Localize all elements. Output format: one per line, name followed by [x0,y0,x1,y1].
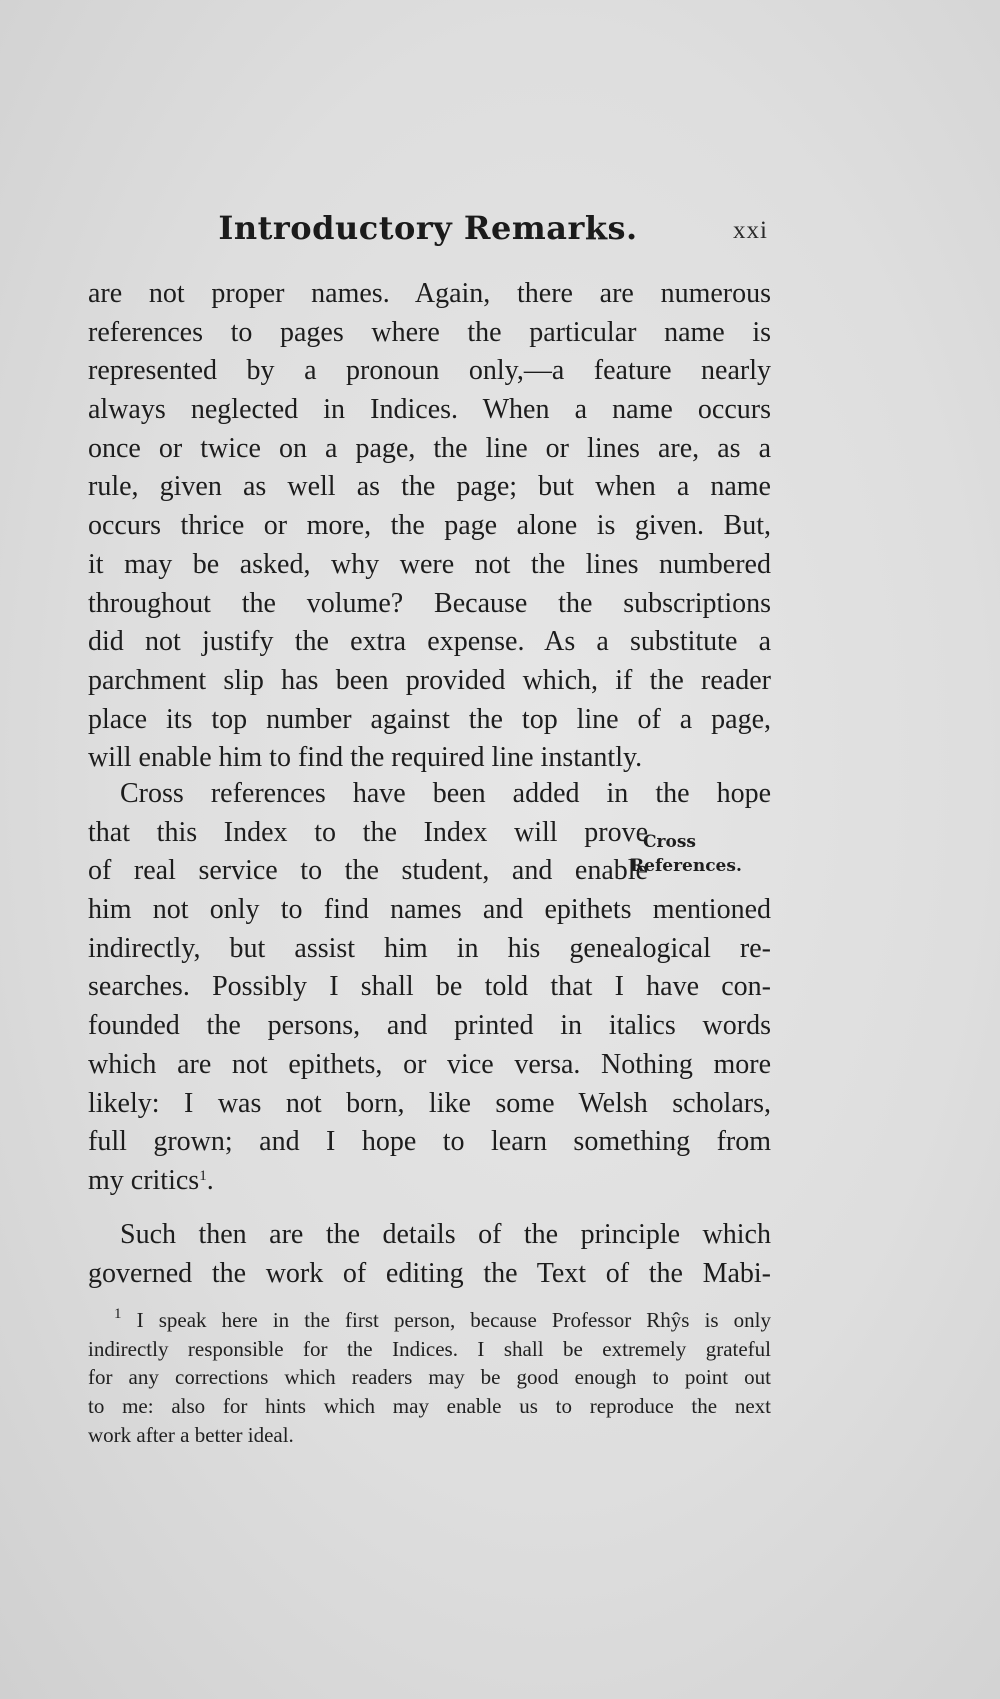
text-line-last: my critics$^1$. [88,1164,214,1196]
footnote-text: I speak here in the first person, because Professor Rhŷs is only [136,1308,772,1332]
text-line: governed the work of editing the Text of the Mabi- [88,1257,771,1289]
footnote-line: for any corrections which readers may be good enough to point out [88,1365,771,1390]
footnote [88,1306,771,1449]
text-line: are not proper names. Again, there are numerous [88,278,771,309]
text-line: searches. Possibly I shall be told that I have con- [88,971,771,1003]
text-line: full grown; and I hope to learn something from [88,1126,771,1158]
running-head [88,205,768,255]
text-line: him not only to find names and epithets mentioned [88,894,771,926]
text-line: represented by a pronoun only,—a feature nearly [88,355,771,387]
text-line: references to pages where the particular name is [88,316,771,348]
text-line: which are not epithets, or vice versa. Nothing more [88,1048,771,1080]
text-line: indirectly, but assist him in his genealogical re- [88,932,771,964]
footnote-line: to me: also for hints which may enable us to reproduce the next [88,1394,771,1419]
paragraph-continuation [88,275,771,778]
text-line: once or twice on a page, the line or lines are, as a [88,432,771,464]
text-line: founded the persons, and printed in italics words [88,1010,771,1042]
text-line: parchment slip has been provided which, if the reader [88,664,771,696]
text-line: always neglected in Indices. When a name occurs [88,394,771,426]
text-line: did not justify the extra expense. As a substitute a [88,626,771,658]
paragraph-details [88,1216,771,1293]
text-line: Such then are the details of the principle which [120,1219,771,1250]
footnote-reference: 1 [199,1167,207,1184]
sidenote-references: References. [630,856,742,876]
text-line: likely: I was not born, like some Welsh scholars, [88,1087,771,1119]
text-line: that this Index to the Index will prove [88,816,648,848]
text-line: Cross references have been added in the hope [120,778,771,809]
page-number: xxi [733,217,768,244]
footnote-line: indirectly responsible for the Indices. I shall be extremely grateful [88,1336,771,1361]
text-line: place its top number against the top line of a page, [88,703,771,735]
text-line: occurs thrice or more, the page alone is given. But, [88,510,771,542]
running-title: Introductory Remarks. [218,209,638,247]
footnote-marker: 1 [114,1306,122,1322]
text-line: throughout the volume? Because the subscriptions [88,587,771,619]
sidenote-cross: Cross [643,832,696,852]
text-line: it may be asked, why were not the lines numbered [88,548,771,580]
text-line: my critics [88,1164,200,1196]
footnote-line [88,1306,771,1335]
text-line: rule, given as well as the page; but when a name [88,471,771,503]
text-line: of real service to the student, and enable [88,855,648,887]
footnote-line: work after a better ideal. [88,1422,294,1447]
text-line: will enable him to find the required line instantly. [88,742,643,774]
